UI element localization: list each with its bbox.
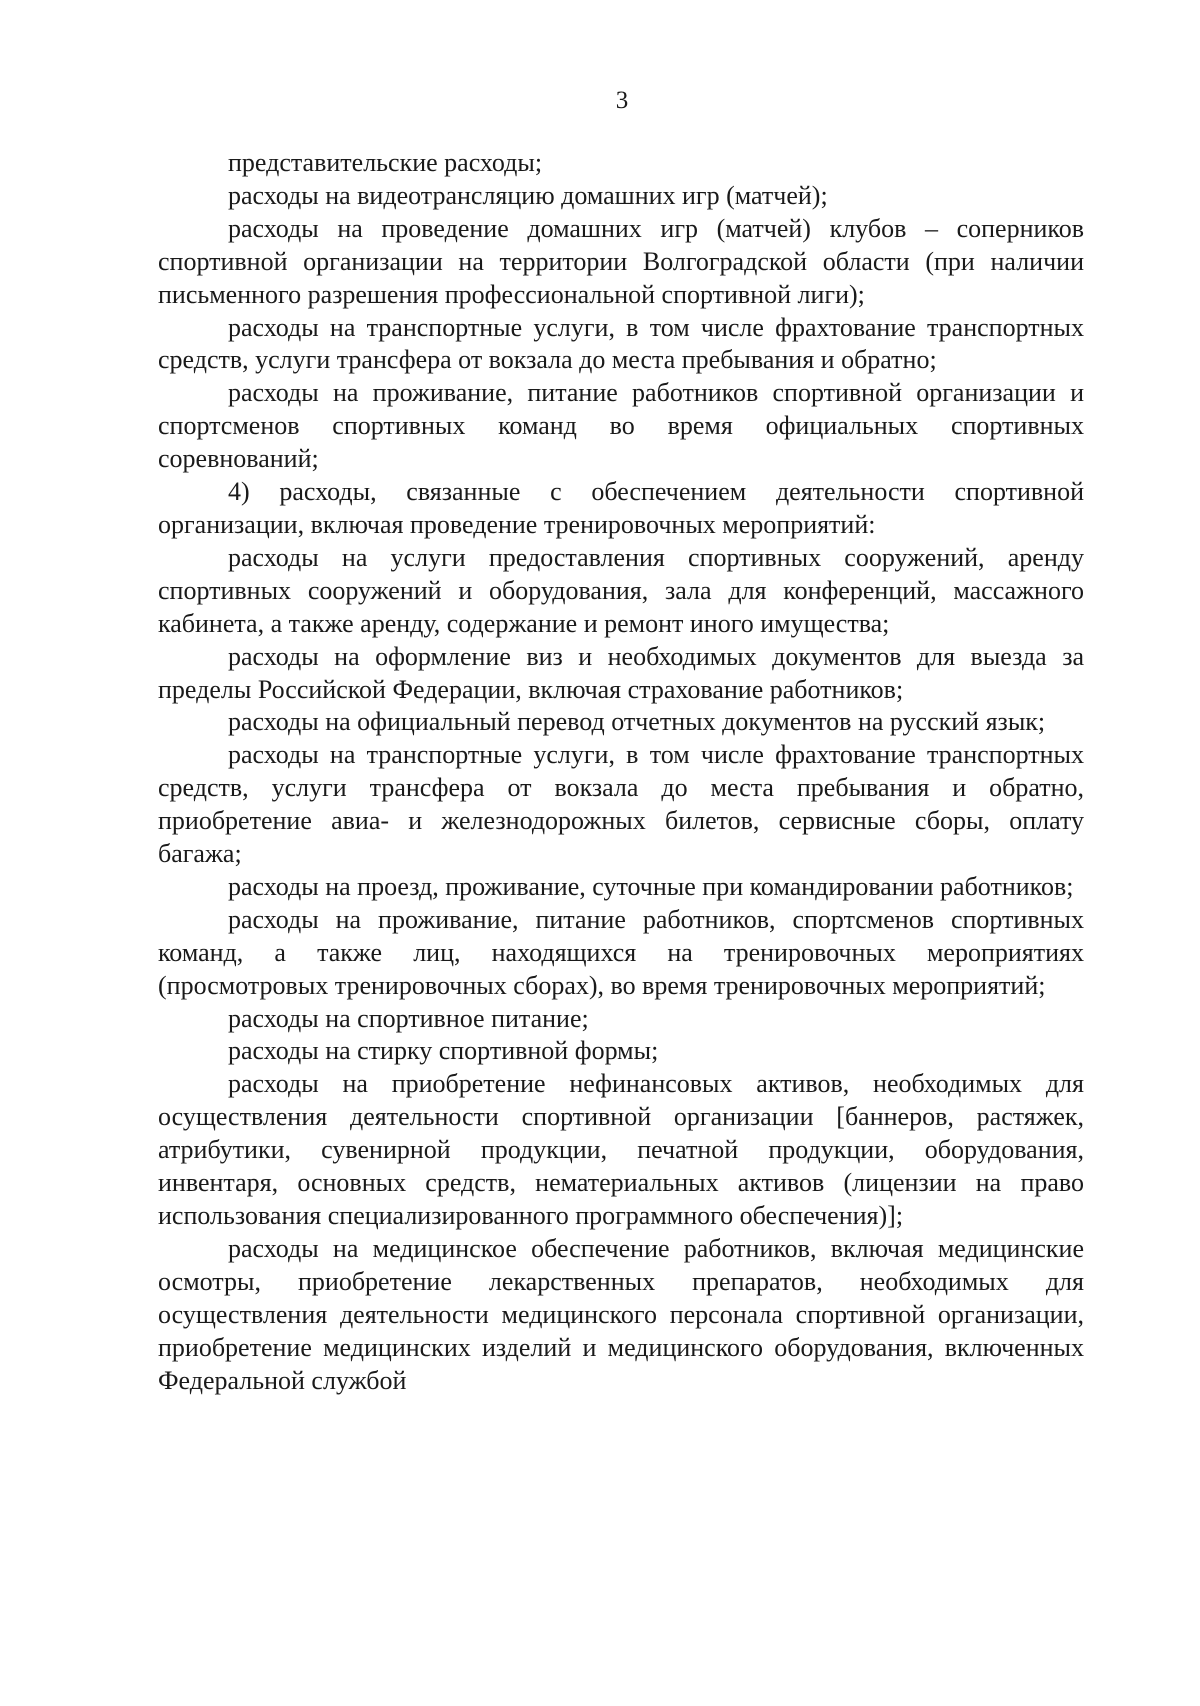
paragraph: расходы на транспортные услуги, в том числе фрахтование транспортных средств, услуги трансфера от вокзала до места пребывания и обратно, приобретение авиа- и железнодорожных билетов, сервисные сборы, оплату багажа; xyxy=(158,740,1084,869)
paragraph: представительские расходы; xyxy=(228,148,543,177)
paragraph: расходы на транспортные услуги, в том числе фрахтование транспортных средств, услуги трансфера от вокзала до места пребывания и обратно; xyxy=(158,312,1084,375)
paragraph: расходы на приобретение нефинансовых активов, необходимых для осуществления деятельности спортивной организации [баннеров, растяжек, атрибутики, сувенирной продукции, печатной продукции, оборудования, инвентаря, основных средств, нематериальных активов (лицензии на право использования специализированного программного обеспечения)]; xyxy=(158,1069,1084,1230)
paragraph: расходы на проживание, питание работников, спортсменов спортивных команд, а также лиц, находящихся на тренировочных мероприятиях (просмотровых тренировочных сборах), во время тренировочных мероприятий; xyxy=(158,904,1084,1000)
paragraph: расходы на официальный перевод отчетных документов на русский язык; xyxy=(228,707,1046,737)
paragraph: расходы на спортивное питание; xyxy=(228,1003,589,1033)
document-body xyxy=(158,147,1084,1397)
paragraph: расходы на проведение домашних игр (матчей) клубов – соперников спортивной организации на территории Волгоградской области (при наличии письменного разрешения профессиональной спортивной лиги); xyxy=(158,213,1084,309)
paragraph: расходы на медицинское обеспечение работников, включая медицинские осмотры, приобретение лекарственных препаратов, необходимых для осуществления деятельности медицинского персонала спортивной организации, приобретение медицинских изделий и медицинского оборудования, включенных Федеральной службой xyxy=(158,1233,1084,1395)
paragraph: расходы на услуги предоставления спортивных сооружений, аренду спортивных сооружений и оборудования, зала для конференций, массажного кабинета, а также аренду, содержание и ремонт иного имущества; xyxy=(158,542,1084,638)
paragraph: расходы на видеотрансляцию домашних игр (матчей); xyxy=(228,180,828,210)
paragraph: расходы на оформление виз и необходимых документов для выезда за пределы Российской Федерации, включая страхование работников; xyxy=(158,641,1084,704)
paragraph: 4) расходы, связанные с обеспечением деятельности спортивной организации, включая проведение тренировочных мероприятий: xyxy=(158,477,1084,539)
page-number: 3 xyxy=(615,87,629,114)
paragraph: расходы на проживание, питание работников спортивной организации и спортсменов спортивных команд во время официальных спортивных соревнований; xyxy=(158,378,1084,474)
paragraph: расходы на стирку спортивной формы; xyxy=(228,1036,659,1066)
paragraph: расходы на проезд, проживание, суточные при командировании работников; xyxy=(228,871,1074,901)
